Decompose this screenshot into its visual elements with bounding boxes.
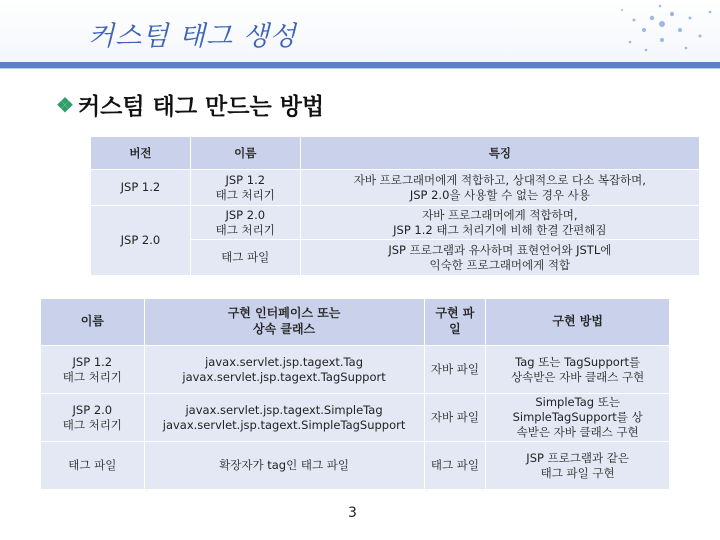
implementation-table-header (41, 299, 670, 346)
diamond-bullet-icon: ❖ (56, 92, 74, 117)
cell-name: 태그 파일 (41, 442, 145, 490)
cell-feature: 자바 프로그래머에게 적합하고, 상대적으로 다소 복잡하며, JSP 2.0을 사용할 수 없는 경우 사용 (300, 170, 699, 206)
table-row (41, 394, 670, 442)
version-table-header (91, 137, 700, 170)
header-name: 이름 (190, 137, 300, 170)
cell-method: Tag 또는 TagSupport를 상속받은 자바 클래스 구현 (486, 346, 670, 394)
cell-interface: 확장자가 tag인 태그 파일 (144, 442, 424, 490)
header-method: 구현 방법 (486, 299, 670, 346)
implementation-table (40, 298, 670, 490)
cell-method: JSP 프로그램과 같은 태그 파일 구현 (486, 442, 670, 490)
table-row (41, 442, 670, 490)
header-divider-thin (0, 68, 720, 69)
cell-method: SimpleTag 또는 SimpleTagSupport를 상 속받은 자바 클래스 구현 (486, 394, 670, 442)
section-heading (56, 88, 324, 121)
table-row (91, 170, 700, 206)
header-name: 이름 (41, 299, 145, 346)
cell-name: JSP 1.2 태그 처리기 (41, 346, 145, 394)
cell-version: JSP 2.0 (91, 206, 191, 276)
table-row (91, 206, 700, 240)
cell-name: JSP 2.0 태그 처리기 (190, 206, 300, 240)
table-row (41, 346, 670, 394)
slide-title: 커스텀 태그 생성 (88, 21, 297, 52)
sun-burst-icon (600, 0, 720, 60)
cell-feature: JSP 프로그램과 유사하며 표현언어와 JSTL에 익숙한 프로그래머에게 적합 (300, 240, 699, 276)
cell-name: JSP 2.0 태그 처리기 (41, 394, 145, 442)
header-file: 구현 파 일 (424, 299, 486, 346)
cell-file: 태그 파일 (424, 442, 486, 490)
header-version: 버전 (91, 137, 191, 170)
cell-name: JSP 1.2 태그 처리기 (190, 170, 300, 206)
cell-version: JSP 1.2 (91, 170, 191, 206)
section-heading-text: 커스텀 태그 만드는 방법 (77, 93, 325, 120)
header-interface: 구현 인터페이스 또는 상속 클래스 (144, 299, 424, 346)
version-table (90, 136, 700, 276)
cell-file: 자바 파일 (424, 394, 486, 442)
cell-interface: javax.servlet.jsp.tagext.Tag javax.servlet.jsp.tagext.TagSupport (144, 346, 424, 394)
page-number: 3 (348, 505, 357, 521)
cell-feature: 자바 프로그래머에게 적합하며, JSP 1.2 태그 처리기에 비해 한결 간편해짐 (300, 206, 699, 240)
header-feature: 특징 (300, 137, 699, 170)
cell-interface: javax.servlet.jsp.tagext.SimpleTag javax.servlet.jsp.tagext.SimpleTagSupport (144, 394, 424, 442)
cell-name: 태그 파일 (190, 240, 300, 276)
cell-file: 자바 파일 (424, 346, 486, 394)
